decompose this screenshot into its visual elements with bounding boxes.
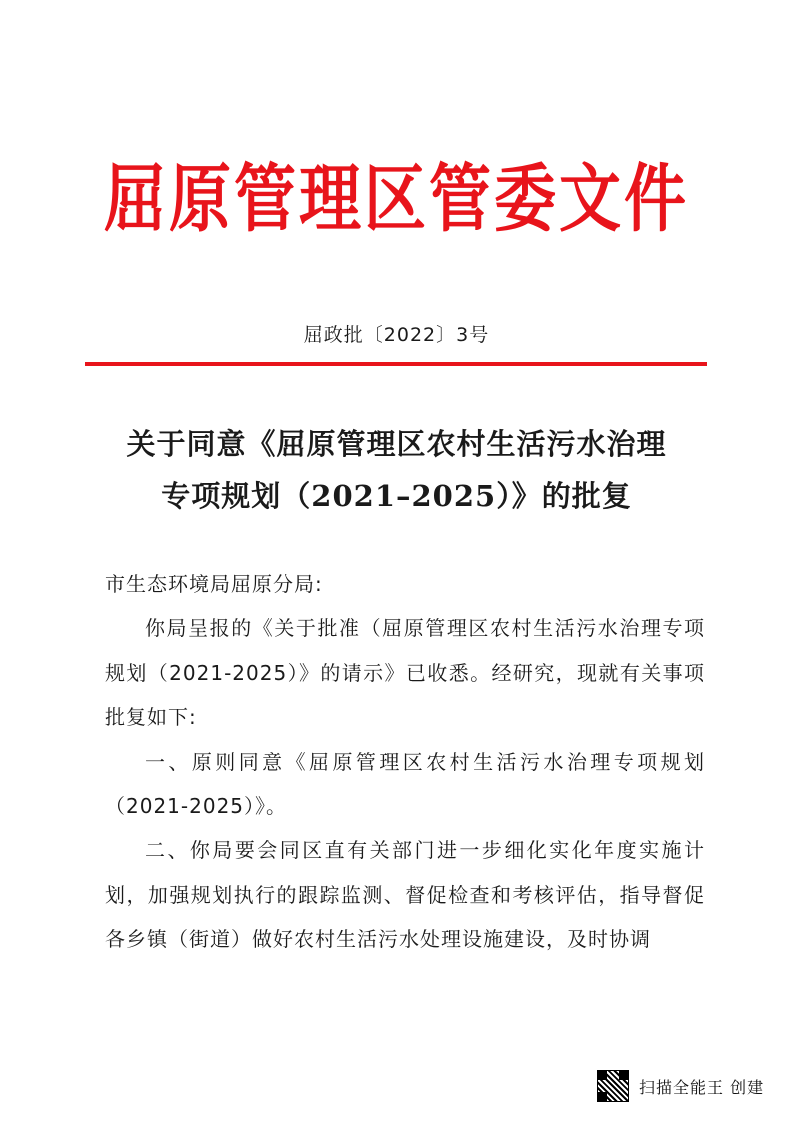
body-paragraph-1: 你局呈报的《关于批准（屈原管理区农村生活污水治理专项规划（2021-2025）》的请示》已收悉。经研究，现就有关事项批复如下: — [105, 616, 705, 730]
red-divider-line — [85, 362, 707, 366]
title-line-2: 专项规划（2021–2025）》的批复 — [161, 479, 632, 513]
document-body — [105, 562, 705, 962]
salutation: 市生态环境局屈原分局: — [105, 572, 323, 596]
watermark-text: 扫描全能王 创建 — [639, 1077, 765, 1097]
scanner-watermark — [597, 1066, 764, 1106]
body-paragraph-2: 一、原则同意《屈原管理区农村生活污水治理专项规划（2021-2025）》。 — [105, 749, 705, 819]
red-header-title: 屈原管理区管委文件 — [103, 155, 689, 242]
body-paragraph-3: 二、你局要会同区直有关部门进一步细化实化年度实施计划，加强规划执行的跟踪监测、督促检查和考核评估，指导督促各乡镇（街道）做好农村生活污水处理设施建设，及时协调 — [105, 838, 705, 952]
title-line-1: 关于同意《屈原管理区农村生活污水治理 — [126, 427, 667, 461]
document-number: 屈政批〔2022〕3号 — [303, 324, 490, 346]
document-title — [0, 418, 793, 522]
qr-code-icon — [597, 1070, 629, 1102]
